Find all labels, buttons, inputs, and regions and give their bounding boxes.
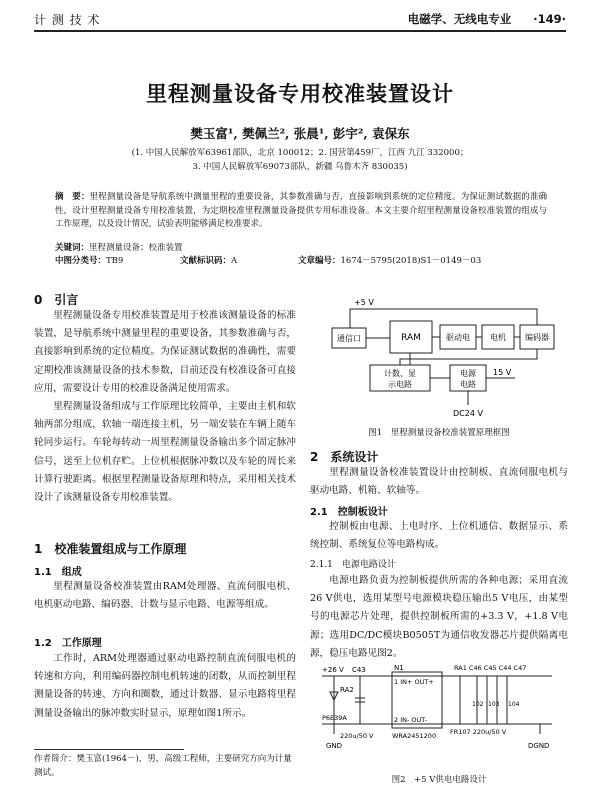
v5-label: +5 V <box>354 298 374 307</box>
id-label: 文章编号： <box>298 256 341 266</box>
paper-title: 里程测量设备专用校准装置设计 <box>146 82 454 106</box>
power-label-2: 电路 <box>460 380 476 389</box>
gnd-label: GND <box>326 742 343 750</box>
journal-section: 计 测 技 术 <box>34 13 101 27</box>
dc24-label: DC24 V <box>453 409 483 418</box>
dgnd-label: DGND <box>528 742 550 750</box>
paragraph: 控制板由电源、上电时序、上位机通信、数据显示、系统控制、系统复位等电路构成。 <box>310 521 568 551</box>
n102-label: 102 <box>472 701 484 708</box>
doc-label: 文献标识码： <box>180 256 232 266</box>
power-label-1: 电源 <box>460 369 476 378</box>
subsection-1-1-heading: 1.1 组成 <box>34 567 82 578</box>
figure-2-circuit <box>312 662 566 762</box>
cap1-label: 220u/50 V <box>340 732 374 740</box>
fr-label: FR107 220u/50 V <box>450 728 507 736</box>
v15-label: 15 V <box>493 368 512 377</box>
v26-label: +26 V <box>322 666 344 674</box>
page-number: ·149· <box>533 12 566 26</box>
n1-label: N1 <box>394 664 404 672</box>
clc-label: 中图分类号： <box>55 256 107 266</box>
comm-port-label: 通信口 <box>337 334 361 343</box>
section-1-heading: 1 校准装置组成与工作原理 <box>34 542 187 556</box>
paragraph: 工作时，ARM处理器通过驱动电路控制直流伺服电机的转速和方向，利用编码器控制电机转速的闭数，从而控制里程测量设备的转速、方向和圈数，通过计数器、显示电路将里程测量设备输出的脉冲数实时显示，原理如图1所示。 <box>34 653 296 719</box>
clc-number <box>55 254 123 266</box>
affiliation-line-2: 3. 中国人民解放军69073部队，新疆 乌鲁木齐 830035) <box>192 162 408 172</box>
abstract-label: 摘 要： <box>55 192 90 202</box>
paragraph: 里程测量设备校准装置由RAM处理器、直流伺服电机、电机驱动电路、编码器、计数与显示电路、电源等组成。 <box>34 581 296 611</box>
paragraph: 里程测量设备校准装置设计由控制板、直流伺服电机与驱动电路、机箱、软轴等。 <box>310 467 568 497</box>
abstract <box>55 191 547 232</box>
paragraph: 里程测量设备组成与工作原理比较简单，主要由主机和软轴两部分组成，软轴一端连接主机，另一端安装在车辆上随车轮同步运行。车轮每转动一周里程测量设备输出多个固定脉冲信号，送至上位机存贮。上位机根据脉冲数以及车轮的周长来计算行驶距离。根据里程测量设备原理和特点，采用相关技术设计了该测量设备专用校准装置。 <box>34 401 296 504</box>
drive-label: 驱动电 <box>446 333 470 342</box>
paragraph: 电源电路负责为控制板提供所需的各种电源；采用直流26 V供电，选用某型号电源模块稳压输出5 V电压，由某型号的电源芯片处理，提供控制板所需的+3.3 V，+1.8 V电源；选用DC/DC模块B0505T为通信收发器芯片提供隔离电源，稳压电路见图2。 <box>310 575 568 659</box>
counter-label-2: 示电路 <box>388 380 412 389</box>
figure-1-block-diagram <box>310 293 568 423</box>
clc-value: TB9 <box>106 256 124 266</box>
c43-label: C43 <box>352 666 366 674</box>
subsection-1-2-body <box>34 650 296 723</box>
encoder-label: 编码器 <box>525 333 549 342</box>
header-rule <box>34 30 566 32</box>
subsection-2-1-body <box>310 518 568 554</box>
keywords-label: 关键词： <box>55 243 90 253</box>
author-list: 樊玉富¹, 樊佩兰², 张晨¹, 彭宇², 袁保东 <box>190 126 410 141</box>
keywords <box>55 241 183 253</box>
abstract-text: 里程测量设备是导航系统中测量里程的重要设备，其参数准确与否，直接影响到系统的定位精度。为保证测试数据的准确性，设计里程测量设备专用校准装置，为定期校准里程测量设备提供专用标准设备。本文主要介绍里程测量设备校准装置的组成与工作原理，以及设计情况，试验表明能够满足校准要求。 <box>55 192 547 229</box>
subsection-1-2-heading: 1.2 工作原理 <box>34 638 102 649</box>
in-minus-label: 2 IN- OUT- <box>394 716 427 724</box>
section-2-body <box>310 464 568 500</box>
header-right <box>408 11 566 27</box>
footnote-rule <box>34 749 184 750</box>
section-0-body <box>34 307 296 507</box>
n104-label: 104 <box>508 701 520 708</box>
article-id <box>298 254 481 266</box>
document-code <box>180 254 237 266</box>
doc-value: A <box>231 256 238 266</box>
subsection-2-1-heading: 2.1 控制板设计 <box>310 507 388 518</box>
part-label: WRA2451200 <box>392 732 437 740</box>
ra2-label: RA2 <box>340 686 354 694</box>
figure-1-caption: 图1 里程测量设备校准装置原理框图 <box>368 428 510 438</box>
p6-label: P6E39A <box>322 714 347 722</box>
journal-column: 电磁学、无线电专业 <box>407 12 512 26</box>
ra1-label: RA1 C46 C45 C44 C47 <box>454 664 527 672</box>
subsection-2-1-1-heading: 2.1.1 电源电路设计 <box>310 560 396 570</box>
id-value: 1674－5795(2018)S1－0149－03 <box>340 256 482 266</box>
in-plus-label: 1 IN+ OUT+ <box>394 678 434 686</box>
section-0-heading: 0 引言 <box>34 293 79 307</box>
affiliation-line-1: (1. 中国人民解放军63961部队，北京 100012；2. 国营第459厂，江西 九江 332000； <box>131 148 469 158</box>
n103-label: 103 <box>488 701 500 708</box>
paragraph: 里程测量设备专用校准装置是用于校准该测量设备的标准装置，是导航系统中测量里程的重要设备，其参数准确与否，直接影响到系统的定位精度。为保证测试数据的准确性，需要定期校准该测量设备的技术参数，目前还没有校准设备可直接应用，需要设计专用的校准设备满足使用需求。 <box>34 310 296 394</box>
subsection-2-1-1-body <box>310 572 568 663</box>
figure-2-caption: 图2 +5 V供电电路设计 <box>391 775 487 785</box>
subsection-1-1-body <box>34 578 296 614</box>
section-2-heading: 2 系统设计 <box>310 450 379 464</box>
ram-label: RAM <box>401 333 421 343</box>
keywords-text: 里程测量设备；校准装置 <box>89 243 183 253</box>
counter-label-1: 计数、显 <box>384 369 416 378</box>
author-footnote: 作者简介：樊玉富(1964－)，男，高级工程师，主要研究方向为计量测试。 <box>34 754 292 778</box>
motor-label: 电机 <box>490 333 506 342</box>
